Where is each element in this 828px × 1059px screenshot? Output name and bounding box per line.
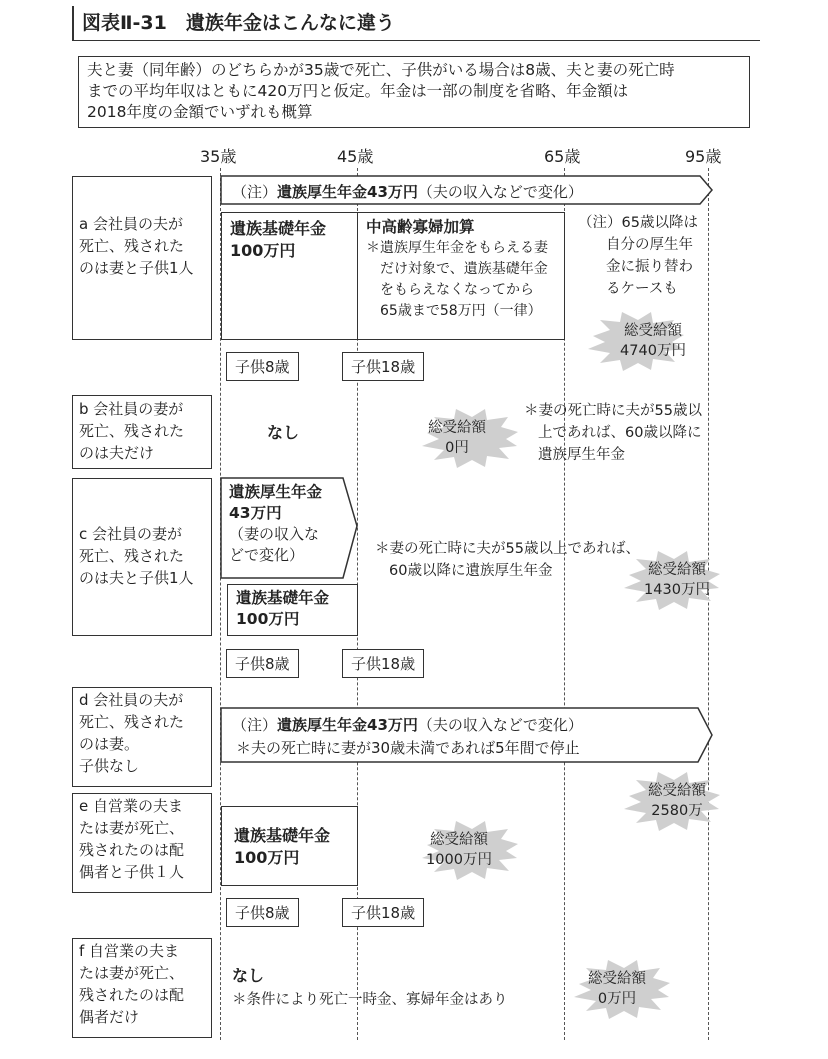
child-8-e: 子供8歳 — [226, 898, 299, 927]
note-f: ＊条件により死亡一時金、寡婦年金はあり — [232, 992, 508, 1008]
note-line: までの平均年収はともに420万円と仮定。年金は一部の制度を省略、年金額は — [87, 82, 629, 100]
row-label-c: c 会社員の妻が 死亡、残された のは夫と子供1人 — [72, 478, 212, 636]
child-8-c: 子供8歳 — [226, 649, 299, 678]
note-b: ＊妻の死亡時に夫が55歳以 上であれば、60歳以降に 遺族厚生年金 — [524, 403, 702, 463]
child-8-a: 子供8歳 — [226, 352, 299, 381]
row-label-d: d 会社員の夫が 死亡、残された のは妻。 子供なし — [72, 687, 212, 787]
age-label-95: 95歳 — [685, 147, 722, 166]
chukorei-box-a: 中高齢寡婦加算 ＊遺族厚生年金をもらえる妻 だけ対象で、遺族基礎年金 をもらえなくなってから 65歳まで58万円（一律） — [357, 212, 565, 340]
note-c: ＊妻の死亡時に夫が55歳以上であれば、 60歳以降に遺族厚生年金 — [375, 541, 640, 579]
row-label-e: e 自営業の夫ま たは妻が死亡、 残されたのは配 偶者と子供１人 — [72, 793, 212, 893]
total-e: 総受給額 1000万円 — [426, 832, 492, 868]
age-label-65: 65歳 — [544, 147, 581, 166]
kiso-box-e: 遺族基礎年金 100万円 — [221, 806, 358, 886]
arrow-note-d: ＊夫の死亡時に妻が30歳未満であれば5年間で停止 — [236, 739, 580, 757]
row-label-f: f 自営業の夫ま たは妻が死亡、 残されたのは配 偶者だけ — [72, 938, 212, 1038]
total-a: 総受給額 4740万円 — [620, 323, 686, 359]
none-b: なし — [267, 423, 300, 442]
total-b: 総受給額 0円 — [428, 420, 486, 456]
figure-title: 図表Ⅱ-31 遺族年金はこんなに違う — [82, 12, 395, 34]
kiso-box-c: 遺族基礎年金 100万円 — [227, 584, 358, 636]
note-line: 2018年度の金額でいずれも概算 — [87, 103, 313, 121]
arrow-text-a: （注）遺族厚生年金43万円（夫の収入などで変化） — [232, 183, 583, 201]
child-18-e: 子供18歳 — [342, 898, 424, 927]
age-label-35: 35歳 — [200, 147, 237, 166]
none-f: なし — [232, 966, 265, 985]
child-18-c: 子供18歳 — [342, 649, 424, 678]
kosei-text-c: 遺族厚生年金 43万円 （妻の収入な どで変化） — [229, 483, 323, 564]
total-f: 総受給額 0万円 — [588, 971, 646, 1007]
kiso-box-a: 遺族基礎年金 100万円 — [221, 212, 358, 340]
age-label-45: 45歳 — [337, 147, 374, 166]
note65-a: （注）65歳以降は 自分の厚生年 金に振り替わ るケースも — [578, 215, 698, 297]
row-label-b: b 会社員の妻が 死亡、残された のは夫だけ — [72, 395, 212, 469]
total-d: 総受給額 2580万 — [648, 783, 706, 819]
note-line: 夫と妻（同年齢）のどちらかが35歳で死亡、子供がいる場合は8歳、夫と妻の死亡時 — [87, 61, 675, 79]
row-label-a: a 会社員の夫が 死亡、残された のは妻と子供1人 — [72, 176, 212, 340]
total-c: 総受給額 1430万円 — [644, 562, 710, 598]
arrow-text-d: （注）遺族厚生年金43万円（夫の収入などで変化） — [232, 716, 583, 734]
child-18-a: 子供18歳 — [342, 352, 424, 381]
